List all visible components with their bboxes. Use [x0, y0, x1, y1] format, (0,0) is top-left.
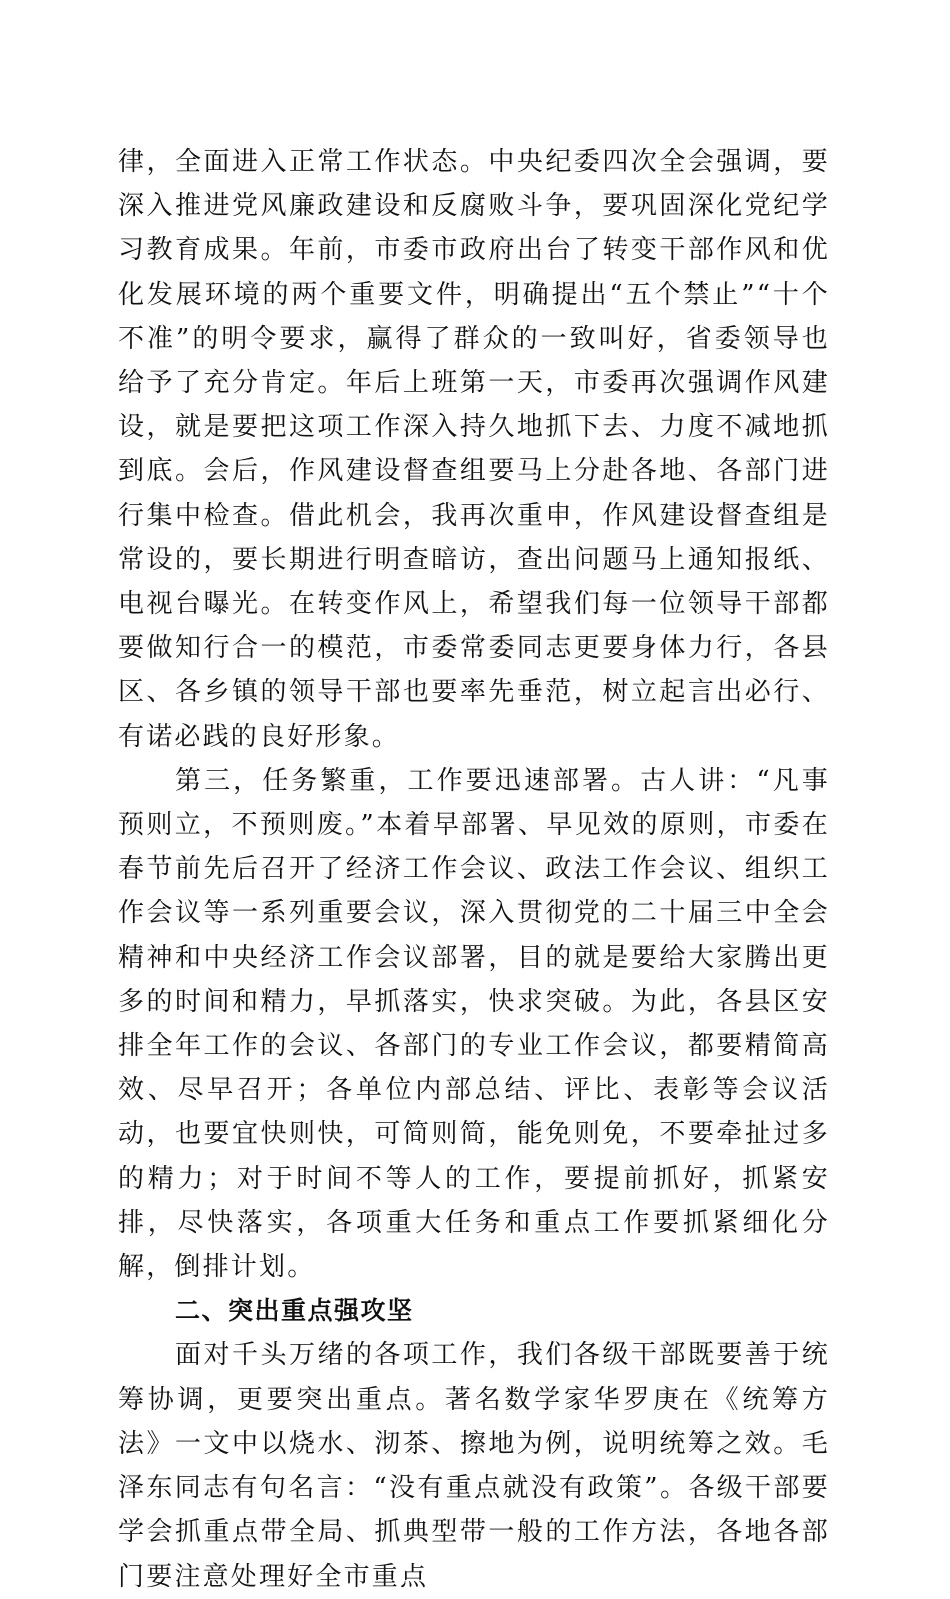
paragraph-third-point: 第三，任务繁重，工作要迅速部署。古人讲：“凡事预则立，不预则废。”本着早部署、早见效的原则，市委在春节前先后召开了经济工作会议、政法工作会议、组织工作会议等一系列重要会议，深入贯彻党的二十届三中全会精神和中央经济工作会议部署，目的就是要给大家腾出更多的时间和精力，早抓落实，快求突破。为此，各县区安排全年工作的会议、各部门的专业工作会议，都要精简高效、尽早召开；各单位内部总结、评比、表彰等会议活动，也要宜快则快，可简则简，能免则免，不要牵扯过多的精力；对于时间不等人的工作，要提前抓好，抓紧安排，尽快落实，各项重大任务和重点工作要抓紧细化分解，倒排计划。: [118, 765, 830, 1283]
paragraph-continuation: 律，全面进入正常工作状态。中央纪委四次全会强调，要深入推进党风廉政建设和反腐败斗争，要巩固深化党纪学习教育成果。年前，市委市政府出台了转变干部作风和优化发展环境的两个重要文件，明确提出“五个禁止”“十个不准”的明令要求，赢得了群众的一致叫好，省委领导也给予了充分肯定。年后上班第一天，市委再次强调作风建设，就是要把这项工作深入持久地抓下去、力度不减地抓到底。会后，作风建设督查组要马上分赴各地、各部门进行集中检查。借此机会，我再次重申，作风建设督查组是常设的，要长期进行明查暗访，查出问题马上通知报纸、电视台曝光。在转变作风上，希望我们每一位领导干部都要做知行合一的模范，市委常委同志更要身体力行，各县区、各乡镇的领导干部也要率先垂范，树立起言出必行、有诺必践的良好形象。: [118, 147, 830, 752]
paragraph-section-intro: 面对千头万绪的各项工作，我们各级干部既要善于统筹协调，更要突出重点。著名数学家华罗庚在《统筹方法》一文中以烧水、沏茶、擦地为例，说明统筹之效。毛泽东同志有句名言：“没有重点就没有政策”。各级干部要学会抓重点带全局、抓典型带一般的工作方法，各地各部门要注意处理好全市重点: [118, 1340, 830, 1592]
section-heading: 二、突出重点强攻坚: [175, 1296, 414, 1326]
document-page: [118, 140, 830, 1599]
